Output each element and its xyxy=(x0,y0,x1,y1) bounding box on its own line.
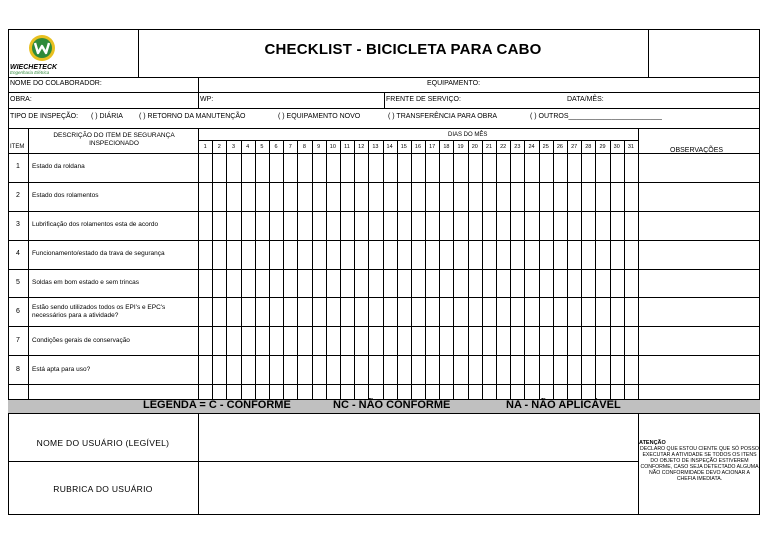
day-number: 18 xyxy=(443,144,450,150)
day-column-line xyxy=(468,140,469,399)
row-number: 2 xyxy=(16,192,20,200)
day-column-line xyxy=(567,140,568,399)
day-number: 5 xyxy=(260,144,264,150)
row-line xyxy=(198,140,638,141)
divider xyxy=(138,29,139,77)
day-number: 13 xyxy=(372,144,379,150)
day-column-line xyxy=(624,140,625,399)
service-front-label: FRENTE DE SERVIÇO: xyxy=(386,96,461,103)
inspection-option-new[interactable]: ( ) EQUIPAMENTO NOVO xyxy=(278,113,361,120)
day-column-line xyxy=(269,140,270,399)
row-line xyxy=(8,182,760,183)
day-number: 10 xyxy=(329,144,336,150)
row-number: 7 xyxy=(16,336,20,344)
row-line xyxy=(8,128,760,129)
row-number: 8 xyxy=(16,365,20,373)
day-number: 26 xyxy=(556,144,563,150)
day-number: 2 xyxy=(217,144,221,150)
divider xyxy=(198,413,199,515)
day-column-line xyxy=(255,140,256,399)
wp-label: WP: xyxy=(200,96,214,103)
day-number: 4 xyxy=(246,144,250,150)
page-title: CHECKLIST - BICICLETA PARA CABO xyxy=(264,41,542,58)
row-line xyxy=(8,384,760,385)
row-line xyxy=(8,153,760,154)
day-number: 29 xyxy=(599,144,606,150)
day-column-line xyxy=(354,140,355,399)
user-name-field[interactable] xyxy=(200,415,636,459)
row-line xyxy=(8,413,760,414)
day-number: 15 xyxy=(400,144,407,150)
row-line xyxy=(8,211,760,212)
day-column-line xyxy=(439,140,440,399)
row-number: 4 xyxy=(16,250,20,258)
day-column-line xyxy=(539,140,540,399)
day-number: 7 xyxy=(288,144,292,150)
row-description: Lubrificação dos rolamentos esta de acordo xyxy=(32,221,159,229)
day-number: 3 xyxy=(231,144,235,150)
day-number: 30 xyxy=(613,144,620,150)
day-number: 28 xyxy=(585,144,592,150)
day-number: 14 xyxy=(386,144,393,150)
day-column-line xyxy=(425,140,426,399)
notice-title: ATENÇÃO xyxy=(639,440,666,446)
days-col-header: DIAS DO MÊS xyxy=(448,132,488,138)
day-column-line xyxy=(340,140,341,399)
row-number: 6 xyxy=(16,307,20,315)
row-description: Estão sendo utilizados todos os EPI's e EPC's necessários para a atividade? xyxy=(32,303,166,319)
day-number: 23 xyxy=(514,144,521,150)
day-column-line xyxy=(553,140,554,399)
row-description: Estado dos rolamentos xyxy=(32,192,99,200)
day-column-line xyxy=(581,140,582,399)
day-number: 27 xyxy=(571,144,578,150)
row-number: 1 xyxy=(16,163,20,171)
divider xyxy=(384,92,385,108)
row-description: Condições gerais de conservação xyxy=(32,336,130,344)
day-column-line xyxy=(312,140,313,399)
day-column-line xyxy=(326,140,327,399)
row-number: 5 xyxy=(16,278,20,286)
divider xyxy=(638,128,639,399)
legend-nao-aplicavel: NA - NÃO APLICÁVEL xyxy=(506,399,621,411)
day-number: 21 xyxy=(485,144,493,150)
day-number: 1 xyxy=(203,144,207,150)
row-description: Soldas em bom estado e sem trincas xyxy=(32,278,139,286)
divider xyxy=(198,92,199,108)
desc-col-header: DESCRIÇÃO DO ITEM DE SEGURANÇA INSPECIONADO xyxy=(53,132,175,147)
day-column-line xyxy=(297,140,298,399)
day-number: 25 xyxy=(542,144,549,150)
row-description: Estado da roldana xyxy=(32,163,85,171)
day-number: 11 xyxy=(344,144,350,150)
row-line xyxy=(8,77,760,78)
inspection-option-daily[interactable]: ( ) DIÁRIA xyxy=(91,113,123,120)
divider xyxy=(198,128,199,399)
day-column-line xyxy=(595,140,596,399)
day-column-line xyxy=(411,140,412,399)
checklist-sheet xyxy=(8,29,760,515)
legend-nao-conforme: NC - NÃO CONFORME xyxy=(333,399,451,411)
inspection-option-transfer[interactable]: ( ) TRANSFERÊNCIA PARA OBRA xyxy=(388,113,498,120)
item-col-header: ITEM xyxy=(10,144,25,150)
day-column-line xyxy=(397,140,398,399)
row-line xyxy=(8,355,760,356)
day-number: 16 xyxy=(414,144,422,150)
user-signature-label: RUBRICA DO USUÁRIO xyxy=(53,484,153,494)
row-line xyxy=(8,326,760,327)
day-column-line xyxy=(496,140,497,399)
date-month-label: DATA/MÊS: xyxy=(567,96,604,103)
logo-brand: WIECHETECK xyxy=(10,64,58,71)
day-column-line xyxy=(453,140,454,399)
day-number: 22 xyxy=(500,144,507,150)
day-column-line xyxy=(226,140,227,399)
row-line xyxy=(8,297,760,298)
day-column-line xyxy=(524,140,525,399)
day-number: 17 xyxy=(429,144,436,150)
user-signature-field[interactable] xyxy=(200,463,636,513)
day-column-line xyxy=(283,140,284,399)
row-number: 3 xyxy=(16,221,20,229)
divider xyxy=(28,128,29,399)
day-column-line xyxy=(241,140,242,399)
inspection-option-maintenance[interactable]: ( ) RETORNO DA MANUTENÇÃO xyxy=(139,113,246,120)
day-column-line xyxy=(383,140,384,399)
inspection-option-others[interactable]: ( ) OUTROS________________________ xyxy=(530,113,662,120)
day-column-line xyxy=(368,140,369,399)
row-description: Está apta para uso? xyxy=(32,365,91,373)
collaborator-label: NOME DO COLABORADOR: xyxy=(10,80,102,87)
day-number: 19 xyxy=(457,144,464,150)
day-number: 12 xyxy=(358,144,365,150)
day-column-line xyxy=(482,140,483,399)
divider xyxy=(648,29,649,77)
day-column-line xyxy=(510,140,511,399)
day-number: 8 xyxy=(302,144,306,150)
row-description: Funcionamento/estado da trava de segurança xyxy=(32,250,165,258)
day-number: 20 xyxy=(471,144,478,150)
day-number: 24 xyxy=(528,144,535,150)
logo-tagline: Engenharia Elétrica xyxy=(10,70,50,75)
divider xyxy=(198,77,199,92)
notice-text: DECLARO QUE ESTOU CIENTE QUE SÓ POSSO EXECUTAR A ATIVIDADE SE TODOS OS ITENS DO OBJETO DE INSPEÇÃO ESTIVEREM CONFORME, CASO SEJA DETECTADO ALGUMA NÃO CONFORMIDADE DEVO ACIONAR A CHEFIA IMEDIATA. xyxy=(640,446,759,482)
row-line xyxy=(8,108,760,109)
row-line xyxy=(8,269,760,270)
day-column-line xyxy=(212,140,213,399)
legend-conforme: LEGENDA = C - CONFORME xyxy=(143,399,291,411)
row-line xyxy=(8,240,760,241)
day-number: 9 xyxy=(317,144,321,150)
company-logo xyxy=(28,34,56,62)
inspection-type-label: TIPO DE INSPEÇÃO: xyxy=(10,113,79,120)
day-number: 6 xyxy=(274,144,278,150)
obs-col-header: OBSERVAÇÕES xyxy=(670,147,724,154)
day-column-line xyxy=(610,140,611,399)
day-number: 31 xyxy=(627,144,634,150)
user-name-label: NOME DO USUÁRIO (LEGÍVEL) xyxy=(36,438,170,448)
row-line xyxy=(8,461,638,462)
equipment-label: EQUIPAMENTO: xyxy=(427,80,481,87)
obra-label: OBRA: xyxy=(10,96,32,103)
